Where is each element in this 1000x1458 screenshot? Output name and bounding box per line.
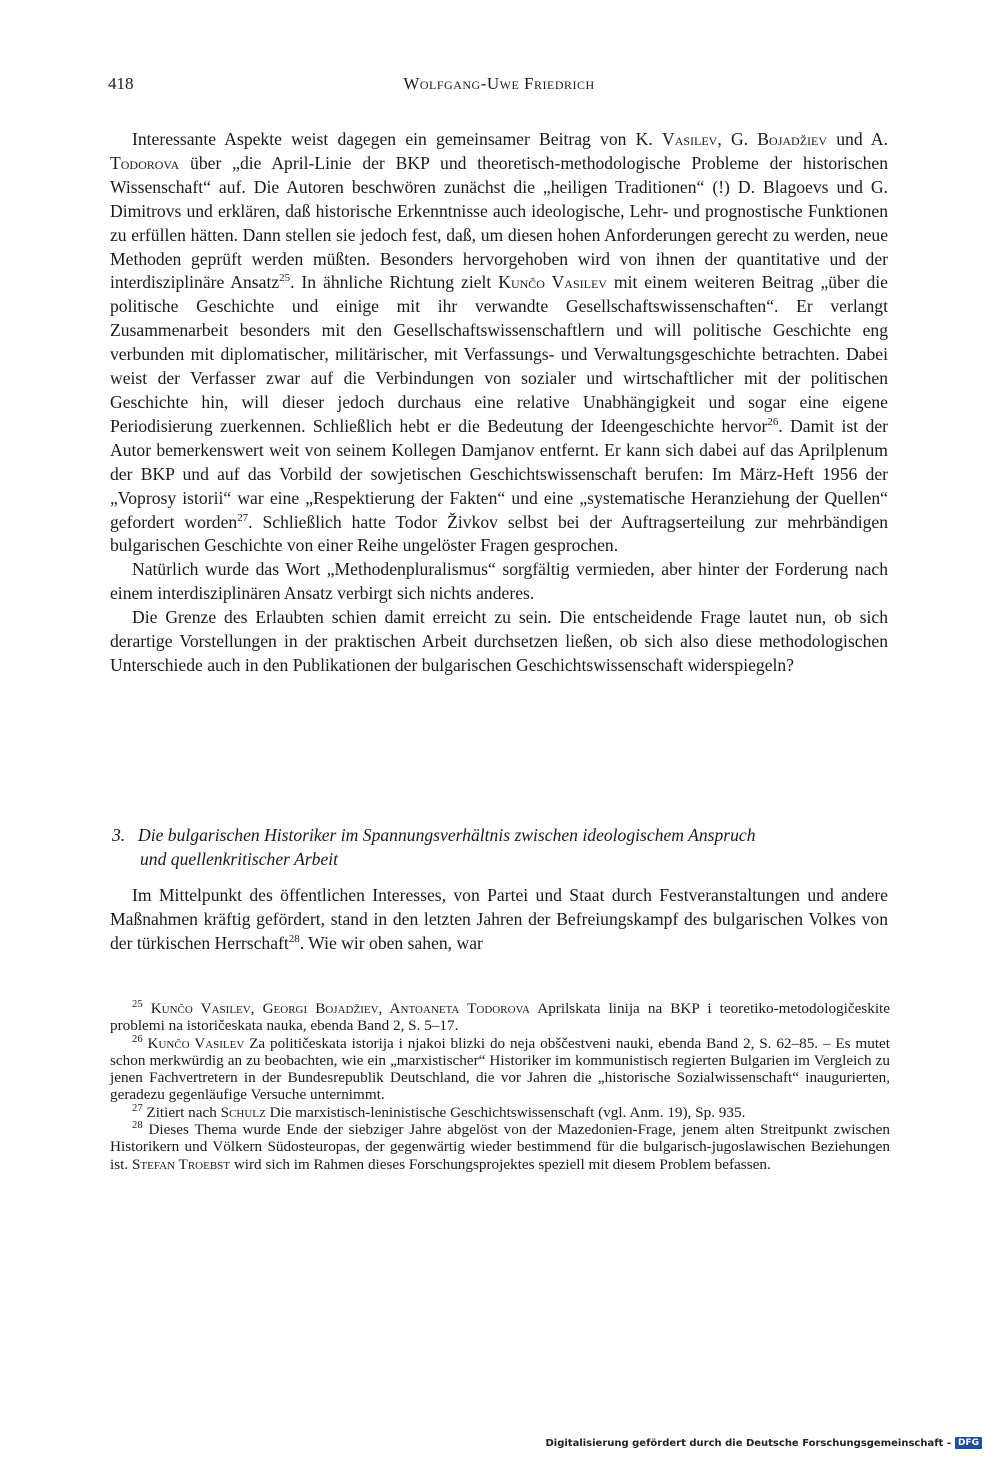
- paragraph-1: Interessante Aspekte weist dagegen ein gemeinsamer Beitrag von K. Vasilev, G. Bojadžiev und A. Todorova über „die April-Linie der BKP und theoretisch-methodologische Probleme der historischen Wissenschaft“ auf. Die Autoren beschwören zunächst die „heiligen Traditionen“ (!) D. Blagoevs und G. Dimitrovs und erklären, daß historische Erkenntnisse auch ideologische, Lehr- und prognostische Funktionen zu erfüllen hätten. Dann stellen sie jedoch fest, daß, um diesen hohen Anforderungen gerecht zu werden, neue Methoden geprüft werden müßten. Besonders hervorgehoben wird von ihnen der quantitative und der interdisziplinäre Ansatz$^{25}$. In ähnliche Richtung zielt Kunčo Vasilev mit einem weiteren Beitrag „über die politische Geschichte und einige mit ihr verwandte Gesellschaftswissenschaften“. Er verlangt Zusammenarbeit besonders mit den Gesellschaftswissenschaftlern und will politische Geschichte eng verbunden mit diplomatischer, militärischer, mit Verfassungs- und Verwaltungsgeschichte betrachten. Dabei weist der Verfasser zwar auf die Verbindungen von sozialer und wirtschaftlicher mit der politischen Geschichte hin, will dieser jedoch durchaus eine relative Unabhängigkeit und sogar eine eigene Periodisierung zuerkennen. Schließlich hebt er die Bedeutung der Ideengeschichte hervor$^{26}$. Damit ist der Autor bemerkenswert weit von seinem Kollegen Damjanov entfernt. Er kann sich dabei auf das Aprilplenum der BKP und auf das Vorbild der sowjetischen Geschichtswissenschaft berufen: Im März-Heft 1956 der „Voprosy istorii“ war eine „Respektierung der Fakten“ und eine „systematische Heranziehung der Quellen“ gefordert worden$^{27}$. Schließlich hatte Todor Živkov selbst bei der Auftragserteilung zur mehrbändigen bulgarischen Geschichte von einer Reihe ungelöster Fragen gesprochen.: [110, 129, 888, 556]
- paragraph-2: Natürlich wurde das Wort „Methodenpluralismus“ sorgfältig vermieden, aber hinter der Forderung nach einem interdisziplinären Ansatz verbirgt sich nichts anderes.: [110, 559, 888, 604]
- footnote-ref-26: 26: [767, 416, 779, 429]
- digitization-credit: [545, 1436, 982, 1450]
- author-name: Todorova: [110, 152, 180, 173]
- author-name: Vasilev: [661, 129, 718, 149]
- section-heading: [112, 824, 888, 872]
- footnote-ref-28: 28: [288, 932, 300, 945]
- footnote-28: $^{28}$ Dieses Thema wurde Ende der siebziger Jahre abgelöst von der Mazedonien-Frage, jenem alten Streitpunkt zwischen Historikern und Völkern Südosteuropas, der gegenwärtig wieder bestimmend für die bulgarisch-jugoslawischen Beziehungen ist. Stefan Troebst wird sich im Rahmen dieses Forschungsprojektes speziell mit diesem Problem befassen.: [110, 1120, 890, 1173]
- credit-text: Digitalisierung gefördert durch die Deutsche Forschungsgemeinschaft -: [545, 1437, 951, 1449]
- section-title-line-1: Die bulgarischen Historiker im Spannungsverhältnis zwischen ideologischem Anspruch: [138, 825, 756, 845]
- footnote-25: $^{25}$ Kunčo Vasilev, Georgi Bojadžiev, Antoaneta Todorova Aprilskata linija na BKP i teoretiko-metodologičeskite problemi na istoričeskata nauka, ebenda Band 2, S. 5–17.: [110, 998, 891, 1035]
- footnote-number: 26: [132, 1033, 143, 1045]
- page-number: 418: [108, 74, 134, 93]
- footnote-26: $^{26}$ Kunčo Vasilev Za političeskata istorija i njakoi blizki do neja obščestveni nauki, ebenda Band 2, S. 62–85. – Es mutet schon merkwürdig an zu beobachten, wie ein „marxistischer“ Historiker im kommunistisch regierten Bulgarien im Vergleich zu jenen Fachvertretern in der Bundesrepublik Deutschland, die vor Jahren die „historische Sozialwissenschaft“ inaugurierten, geradezu gegenläufige Versuche unternimmt.: [110, 1033, 891, 1104]
- footnote-ref-27: 27: [237, 511, 249, 524]
- section-number: 3.: [112, 825, 126, 845]
- footnote-ref-25: 25: [279, 272, 291, 285]
- section-title-line-2: und quellenkritischer Arbeit: [140, 848, 339, 869]
- section-text: [110, 884, 888, 956]
- footnote-number: 27: [132, 1102, 143, 1114]
- section-paragraph-1: Im Mittelpunkt des öffentlichen Interesses, von Partei und Staat durch Festveranstaltungen und andere Maßnahmen kräftig gefördert, stand in den letzten Jahren der Befreiungskampf des bulgarischen Volkes von der türkischen Herrschaft$^{28}$. Wie wir oben sahen, war: [110, 885, 888, 953]
- footnotes: [110, 1000, 890, 1173]
- header-author: Wolfgang-Uwe Friedrich: [403, 74, 595, 93]
- author-name: Bojadžiev: [757, 129, 828, 149]
- footnote-number: 25: [132, 998, 143, 1010]
- footnote-27: $^{27}$ Zitiert nach Schulz Die marxistisch-leninistische Geschichtswissenschaft (vgl. Anm. 19), Sp. 935.: [132, 1102, 746, 1121]
- body-text: [110, 128, 888, 678]
- footnote-number: 28: [132, 1120, 143, 1132]
- dfg-logo-icon: DFG: [955, 1437, 982, 1449]
- paragraph-3: Die Grenze des Erlaubten schien damit erreicht zu sein. Die entscheidende Frage lautet nun, ob sich derartige Vorstellungen in der praktischen Arbeit durchsetzen ließen, ob sich also diese methodologischen Unterschiede auch in den Publikationen der bulgarischen Geschichtswissenschaft widerspiegeln?: [110, 607, 888, 675]
- author-name: Kunčo Vasilev: [498, 272, 607, 293]
- running-head: [108, 74, 890, 98]
